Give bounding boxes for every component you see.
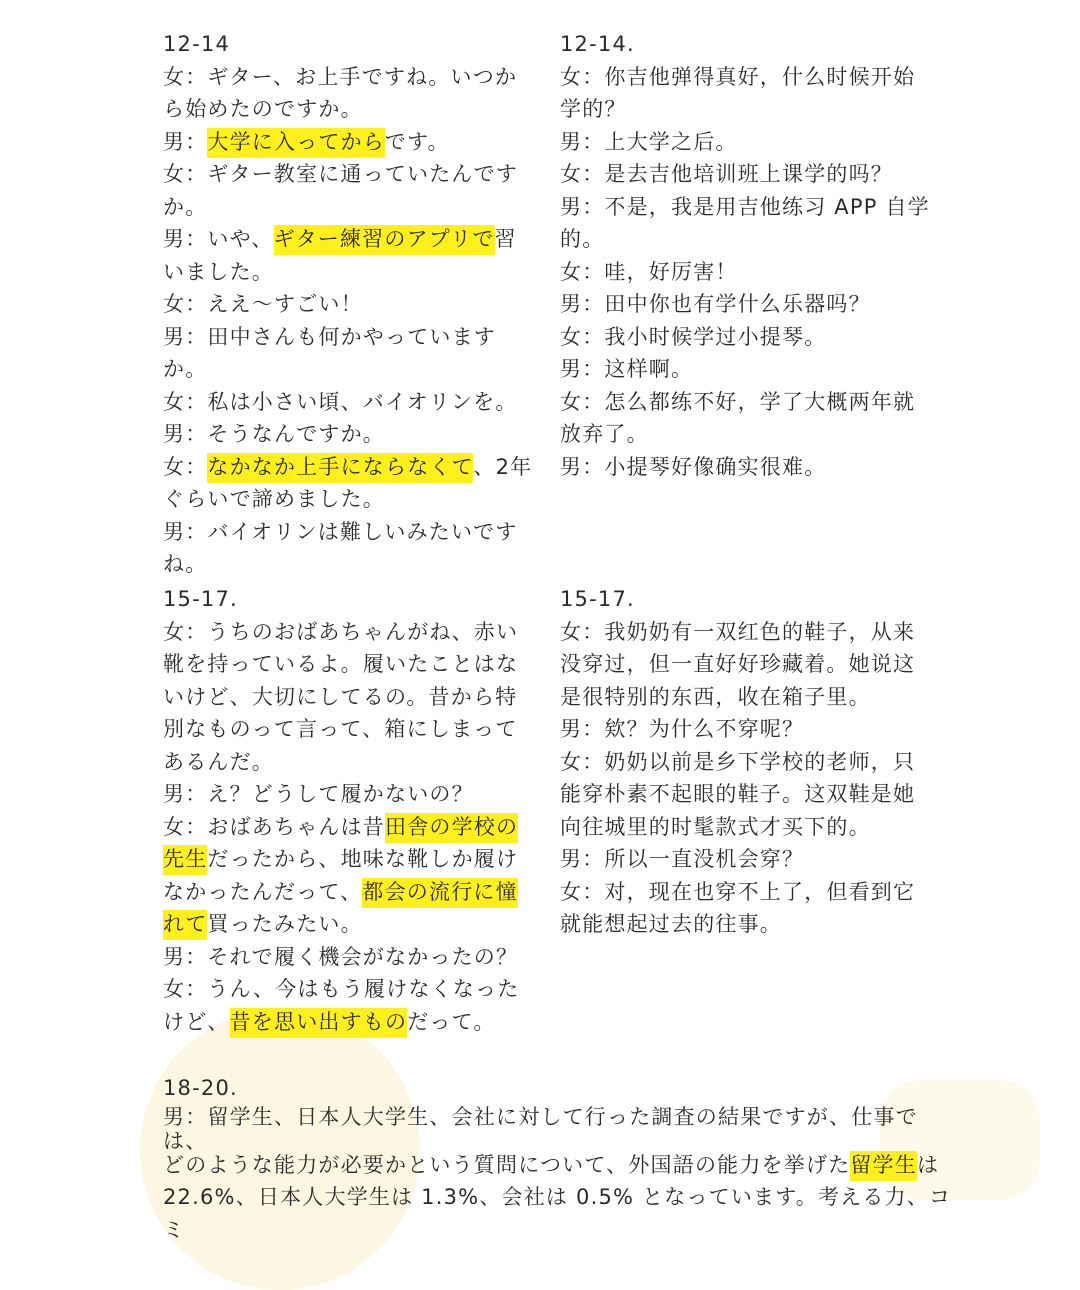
section-12-14-chinese <box>560 28 940 483</box>
line-text: 男：田中さんも何かやっていますか。 <box>163 324 496 381</box>
dialogue-line <box>560 61 940 94</box>
dialogue-line <box>163 811 533 844</box>
line-text: だって。 <box>407 1009 496 1034</box>
line-text: 女：对，现在也穿不上了，但看到它 <box>560 879 916 904</box>
dialogue-line <box>560 93 940 126</box>
highlighted-phrase: 昔を思い出すもの <box>230 1008 408 1038</box>
line-text-overflow: は、 <box>163 1128 208 1153</box>
dialogue-lines <box>163 61 533 581</box>
dialogue-lines <box>163 1149 963 1182</box>
section-header: 12-14. <box>560 32 635 56</box>
dialogue-line <box>560 908 940 941</box>
line-text: 女：うん、今はもう履けなくなった <box>163 977 520 1001</box>
dialogue-line <box>163 778 533 811</box>
dialogue-line <box>560 321 940 354</box>
line-text: 女：おばあちゃんは昔 <box>163 814 385 839</box>
dialogue-line <box>560 713 940 746</box>
line-text: です。 <box>384 129 450 154</box>
dialogue-line: 22.6%、日本人大学生は 1.3%、会社は 0.5% となっています。考える力、コミ <box>163 1185 952 1242</box>
line-text: いました。 <box>163 259 274 284</box>
section-header: 18-20. <box>163 1076 238 1100</box>
line-text: 男：小提琴好像确实很难。 <box>560 454 827 479</box>
line-text: 男：え？どうして履かないの？ <box>163 782 474 806</box>
dialogue-line <box>163 223 533 256</box>
dialogue-line <box>163 648 533 681</box>
line-text: 女：我奶奶有一双红色的鞋子，从来 <box>560 619 916 644</box>
line-text: 女：怎么都练不好，学了大概两年就 <box>560 389 916 414</box>
line-text: 就能想起过去的往事。 <box>560 912 782 936</box>
dialogue-line <box>163 126 533 159</box>
line-text: 男：这样啊。 <box>560 357 694 381</box>
highlighted-phrase: なかなか上手にならなくて <box>207 453 473 483</box>
dialogue-line <box>163 1149 963 1182</box>
dialogue-line <box>560 681 940 714</box>
line-text: 放弃了。 <box>560 422 649 446</box>
dialogue-line <box>163 191 533 224</box>
dialogue-line <box>560 288 940 321</box>
line-text: 女：私は小さい頃、バイオリンを。 <box>163 389 518 414</box>
dialogue-line <box>560 811 940 844</box>
line-text: 男：所以一直没机会穿？ <box>560 847 805 871</box>
line-text: 的。 <box>560 227 605 251</box>
line-text: ら始めたのですか。 <box>163 97 363 121</box>
dialogue-line <box>560 778 940 811</box>
dialogue-line <box>560 126 940 159</box>
dialogue-line <box>560 746 940 779</box>
dialogue-lines <box>163 616 533 1039</box>
line-text: 向往城里的时髦款式才买下的。 <box>560 814 871 839</box>
dialogue-line <box>163 1006 533 1039</box>
dialogue-lines <box>560 61 940 484</box>
line-text: 女：我小时候学过小提琴。 <box>560 324 827 349</box>
line-text: 学的？ <box>560 97 627 121</box>
dialogue-line <box>163 908 533 941</box>
section-header: 15-17. <box>163 587 238 611</box>
section-12-14-japanese <box>163 28 533 581</box>
highlighted-phrase: 都会の流行に憧 <box>362 878 517 908</box>
dialogue-line <box>560 223 940 256</box>
highlighted-phrase: ギター練習のアプリで <box>274 225 495 255</box>
line-text: 男：田中你也有学什么乐器吗？ <box>560 292 871 316</box>
line-text: 是很特别的东西，收在箱子里。 <box>560 684 871 709</box>
line-text: 女：奶奶以前是乡下学校的老师，只 <box>560 749 916 774</box>
section-header: 15-17. <box>560 587 635 611</box>
line-text: 男：そうなんですか。 <box>163 422 385 446</box>
line-text: なかったんだって、 <box>163 879 363 904</box>
dialogue-line <box>163 941 533 974</box>
dialogue-line <box>163 516 533 549</box>
line-text: 靴を持っているよ。履いたことはな <box>163 652 519 676</box>
dialogue-line <box>163 451 533 484</box>
line-text: けど、 <box>163 1009 230 1034</box>
line-text: 女：哇，好厉害！ <box>560 259 738 284</box>
line-text: ね。 <box>163 552 208 576</box>
line-text: 買ったみたい。 <box>207 912 363 936</box>
line-text: 能穿朴素不起眼的鞋子。这双鞋是她 <box>560 782 916 806</box>
line-text: 女：ええ～すごい！ <box>163 292 363 316</box>
dialogue-line <box>560 876 940 909</box>
line-text: 女：ギター教室に通っていたんです <box>163 162 518 186</box>
line-text: 女：是去吉他培训班上课学的吗？ <box>560 162 893 186</box>
dialogue-lines <box>560 616 940 941</box>
dialogue-line <box>163 256 533 289</box>
line-text: 女：你吉他弹得真好，什么时候开始 <box>560 64 916 89</box>
line-text: 没穿过，但一直好好珍藏着。她说这 <box>560 652 916 676</box>
dialogue-line <box>560 451 940 484</box>
dialogue-line <box>163 681 533 714</box>
dialogue-line <box>163 93 533 126</box>
dialogue-line <box>163 288 533 321</box>
section-15-17-japanese <box>163 583 533 1038</box>
line-text: どのような能力が必要かという質問について、外国語の能力を挙げた <box>163 1152 851 1177</box>
highlighted-phrase: 留学生 <box>850 1151 917 1181</box>
section-18-20 <box>163 1072 963 1246</box>
dialogue-line <box>560 418 940 451</box>
highlighted-phrase: 先生 <box>163 845 207 875</box>
line-text: 男：上大学之后。 <box>560 129 738 154</box>
line-text: 女：ギター、お上手ですね。いつか <box>163 64 518 89</box>
line-text: 習 <box>494 227 517 251</box>
dialogue-line <box>560 386 940 419</box>
dialogue-line <box>163 418 533 451</box>
line-text: 男：不是，我是用吉他练习 APP 自学 <box>560 194 930 219</box>
line-text: 男：いや、 <box>163 227 274 251</box>
line-text: 別なものって言って、箱にしまって <box>163 717 518 741</box>
dialogue-line <box>560 353 940 386</box>
dialogue-line <box>163 973 533 1006</box>
line-text: あるんだ。 <box>163 749 274 774</box>
highlighted-phrase: 田舎の学校の <box>385 813 518 843</box>
line-text: か。 <box>163 194 208 219</box>
highlighted-phrase: れて <box>163 910 207 940</box>
line-text: 女：うちのおばあちゃんがね、赤い <box>163 619 519 644</box>
dialogue-line <box>560 843 940 876</box>
line-text: 男：留学生、日本人大学生、会社に対して行った調査の結果ですが、仕事で <box>163 1104 918 1129</box>
line-text: ぐらいで諦めました。 <box>163 487 385 511</box>
dialogue-line <box>163 843 533 876</box>
dialogue-line <box>163 321 533 386</box>
line-text: 男：それで履く機会がなかったの？ <box>163 944 519 969</box>
line-text: だったから、地味な靴しか履け <box>207 847 519 871</box>
dialogue-line <box>163 1104 963 1153</box>
line-text: 男：バイオリンは難しいみたいです <box>163 519 518 544</box>
dialogue-line <box>163 483 533 516</box>
dialogue-line <box>560 648 940 681</box>
dialogue-line <box>163 746 533 779</box>
dialogue-line <box>560 616 940 649</box>
line-text: 男： <box>163 129 208 154</box>
dialogue-line <box>560 256 940 289</box>
dialogue-line <box>560 158 940 191</box>
section-header: 12-14 <box>163 32 231 56</box>
line-text: は <box>916 1152 940 1177</box>
line-text: 男：欸？为什么不穿呢？ <box>560 717 805 741</box>
dialogue-line <box>163 876 533 909</box>
dialogue-line <box>163 158 533 191</box>
line-text: いけど、大切にしてるの。昔から特 <box>163 684 518 709</box>
dialogue-line <box>163 61 533 94</box>
dialogue-line <box>163 713 533 746</box>
section-15-17-chinese <box>560 583 940 941</box>
line-text: 、2年 <box>473 454 533 479</box>
dialogue-line <box>163 616 533 649</box>
dialogue-line <box>560 191 940 224</box>
dialogue-line <box>163 386 533 419</box>
highlighted-phrase: 大学に入ってから <box>207 128 384 158</box>
line-text: 女： <box>163 454 208 479</box>
dialogue-line <box>163 548 533 581</box>
